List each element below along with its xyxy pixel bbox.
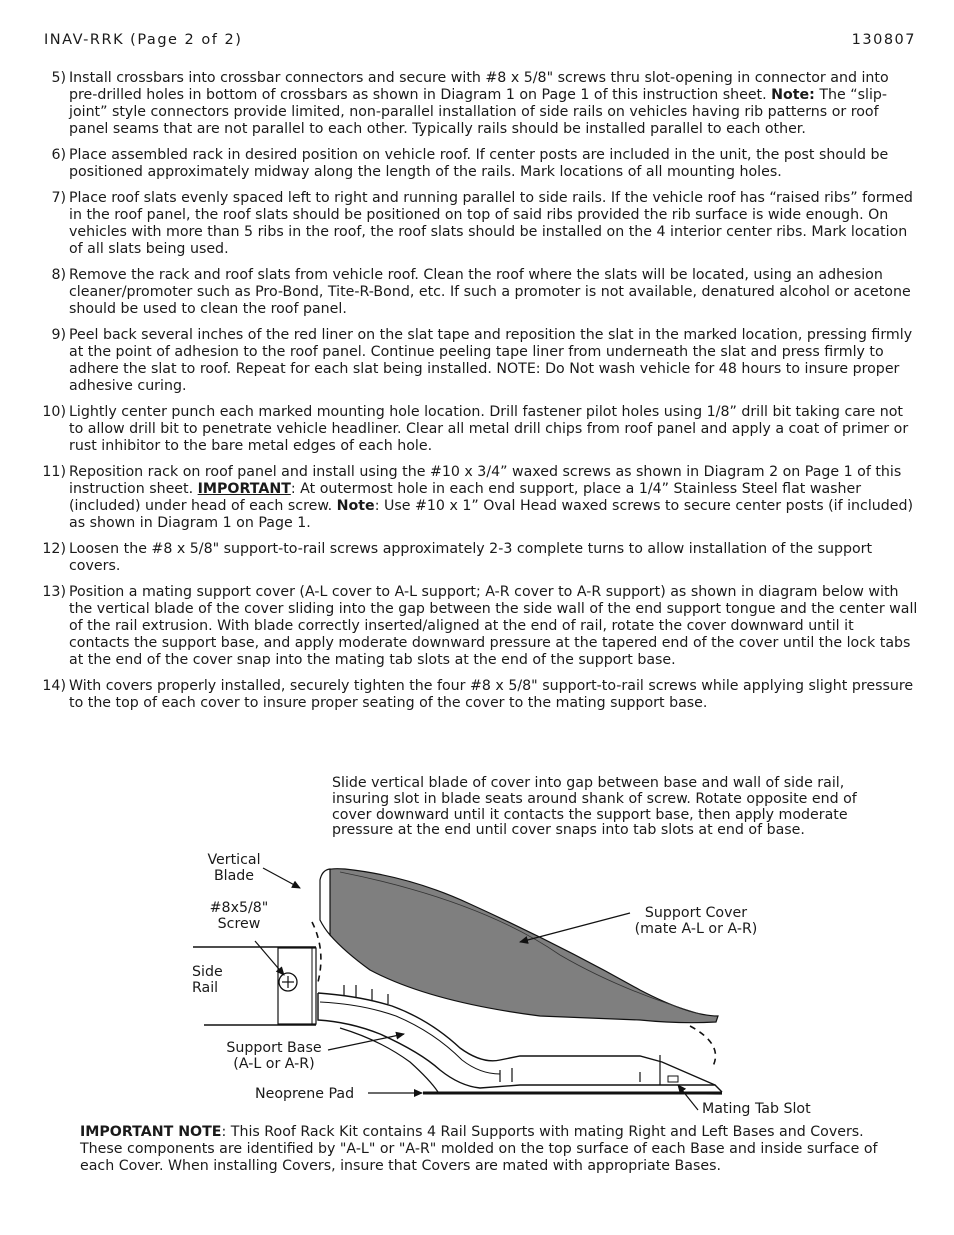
support-cover-drawing <box>320 869 718 1023</box>
step-text: Install crossbars into crossbar connectors and secure with #8 x 5/8" screws thru slot-opening in connector and into pre-drilled holes in bottom of crossbars as shown in Diagram 1 on Page 1 of this instruction sheet. <box>69 70 889 103</box>
important-note-text: : This Roof Rack Kit contains 4 Rail Supports with mating Right and Left Bases and Covers. These components are identified by "A-L" or "A-R" molded on the top surface of each Base and inside surface of each Cover. When installing Covers, insure that Covers are mated with appropriate Bases. <box>80 1124 878 1174</box>
step-text: : At outermost hole in each end support, place a 1/4” Stainless Steel flat washer (included) under head of each screw. <box>69 481 862 514</box>
step-text: The “slip-joint” style connectors provide limited, non-parallel installation of side rails on vehicles having rib patterns or roof panel seams that are not parallel to each other. Typically rails should be installed parallel to each other. <box>69 87 888 137</box>
document-date-code: 130807 <box>851 32 916 48</box>
diagram-instruction: Slide vertical blade of cover into gap between base and wall of side rail, insuring slot in blade seats around shank of screw. Rotate opposite end of cover downward until it contacts the support base, then apply moderate pressure at the end until cover snaps into tab slots at end of base. <box>332 775 857 839</box>
label-neoprene-pad: Neoprene Pad <box>255 1086 355 1102</box>
step-text: Place roof slats evenly spaced left to right and running parallel to side rails. If the vehicle roof has “raised ribs” formed in the roof panel, the roof slats should be positioned on top of said ribs provided the rib surface is wide enough. On vehicles with more than 5 ribs in the roof, the roof slats should be installed on the 4 interior center ribs. Mark location of all slats being used. <box>69 190 913 257</box>
step-emphasis: Note: <box>771 87 815 103</box>
screw-drawing <box>279 973 297 991</box>
step-number: 13) <box>42 584 66 600</box>
document-id: INAV-RRK (Page 2 of 2) <box>44 32 243 48</box>
important-note <box>80 1124 880 1175</box>
step-text: Position a mating support cover (A-L cover to A-L support; A-R cover to A-R support) as shown in diagram below with the vertical blade of the cover sliding into the gap between the side wall of the end support tongue and the center wall of the rail extrusion. With blade correctly inserted/aligned at the end of rail, rotate the cover downward until it contacts the support base, and apply moderate downward pressure at the tapered end of the cover until the lock tabs at the end of the cover snap into the mating tab slots at the end of the support base. <box>69 584 918 668</box>
label-vertical-blade: Vertical Blade <box>207 852 261 884</box>
step-number: 10) <box>42 404 66 420</box>
step-text: Remove the rack and roof slats from vehicle roof. Clean the roof where the slats will be located, using an adhesion cleaner/promoter such as Pro-Bond, Tite-R-Bond, etc. If such a promoter is not available, denatured alcohol or acetone should be used to clean the roof panel. <box>69 267 911 317</box>
step-number: 6) <box>51 147 66 163</box>
snap-arc-dashed <box>690 1026 716 1068</box>
step-number: 9) <box>51 327 66 343</box>
step-number: 5) <box>51 70 66 86</box>
step-text: With covers properly installed, securely tighten the four #8 x 5/8" support-to-rail screws while applying slight pressure to the top of each cover to insure proper seating of the cover to the mating support base. <box>69 678 914 711</box>
step-text: Place assembled rack in desired position on vehicle roof. If center posts are included in the unit, the post should be positioned approximately midway along the length of the rails. Mark locations of all mounting holes. <box>69 147 889 180</box>
important-note-label: IMPORTANT NOTE <box>80 1124 222 1140</box>
step-number: 14) <box>42 678 66 694</box>
step-emphasis-underlined: IMPORTANT <box>197 481 291 497</box>
step-number: 12) <box>42 541 66 557</box>
label-side-rail: Side Rail <box>192 964 223 996</box>
step-number: 7) <box>51 190 66 206</box>
step-emphasis: Note <box>336 498 375 514</box>
step-number: 11) <box>42 464 66 480</box>
step-text: Loosen the #8 x 5/8" support-to-rail screws approximately 2-3 complete turns to allow installation of the support covers. <box>69 541 873 574</box>
label-screw: #8x5/8" Screw <box>209 900 269 932</box>
label-mating-tab-slot: Mating Tab Slot <box>702 1101 811 1117</box>
label-support-base: Support Base (A-L or A-R) <box>226 1040 322 1072</box>
label-support-cover: Support Cover (mate A-L or A-R) <box>634 905 758 937</box>
step-text: Reposition rack on roof panel and install using the #10 x 3/4” waxed screws as shown in Diagram 2 on Page 1 of this instruction sheet. <box>69 464 902 497</box>
step-text: Peel back several inches of the red liner on the slat tape and reposition the slat in the marked location, pressing firmly at the point of adhesion to the roof panel. Continue peeling tape liner from underneath the slat and press firmly to adhere the slat to roof. Repeat for each slat being installed. NOTE: Do Not wash vehicle for 48 hours to insure proper adhesive curing. <box>69 327 913 394</box>
step-number: 8) <box>51 267 66 283</box>
step-text: : Use #10 x 1” Oval Head waxed screws to secure center posts (if included) as shown in Diagram 1 on Page 1. <box>69 498 914 531</box>
step-text: Lightly center punch each marked mounting hole location. Drill fastener pilot holes using 1/8” drill bit taking care not to allow drill bit to penetrate vehicle headliner. Clear all metal drill chips from roof panel and apply a coat of primer or rust inhibitor to the bare metal edges of each hole. <box>69 404 909 454</box>
